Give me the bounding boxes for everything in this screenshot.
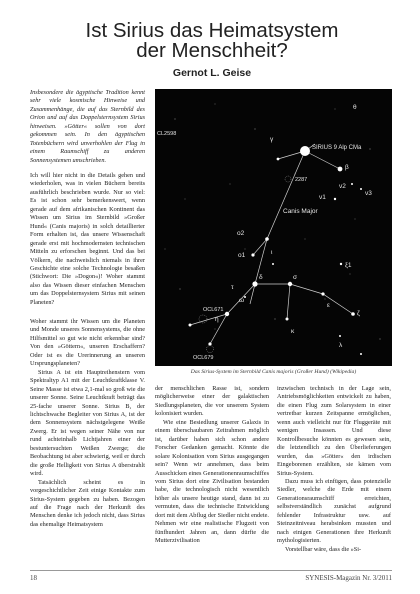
col3-para-2: Dazu muss ich einfügen, dass potenzielle Siedler, welche die Erde mit einem Generationsraumschiff erreichten, selbstverständlich zunächst aufgrund fehlender Infrastruktur usw. auf Steinzeitniveau herabsinken mussten und nach einigen Generationen ihre Herkunft mythologisierten.: [277, 477, 391, 545]
col2-para-2: Wie eine Besiedlung unserer Galaxis in einem überschaubaren Zeitrahmen möglich ist, darüber haben sich schon andere Forscher Gedanken gemacht. Könnte die solare Kolonisation vom Sirius ausgegangen sein? Wenn wir annehmen, dass beim Ausschicken eines Generationenraumschiffes vom Sirius dort eine Zivilisation bestanden habe, die technologisch nicht wesentlich höher als unsere heutige stand, dann ist zu vermuten, dass die technische Entwicklung dort mit dem Abflug der Siedler nicht endete. Nehmen wir eine realistische Flugzeit von fünfhundert Jahren an, dann dürfte die Mutterzivilisation: [155, 418, 269, 545]
column-2: [155, 385, 269, 546]
col1-para-4: Tatsächlich scheint es in vorgeschichtlicher Zeit einige Kontakte zum Sirius-System gegeben zu haben. Bezogen auf die Frage nach der Herkunft des Menschen denke ich jedoch nicht, dass Sirius das ehemalige Heimatsystem: [30, 478, 145, 528]
label-cl2598: CL2598: [157, 131, 177, 137]
column-3: [277, 385, 391, 554]
label-delta: δ: [259, 274, 263, 281]
label-o1: ο1: [238, 252, 246, 259]
star-chart-image: [155, 89, 392, 366]
label-epsilon: ε: [327, 302, 330, 309]
label-ocl679: OCL679: [193, 355, 214, 361]
label-o2: ο2: [237, 230, 245, 237]
col3-para-1: inzwischen technisch in der Lage sein, Antriebsmöglichkeiten entwickelt zu haben, die einen Flug zum Solarsystem in einer vertretbar kurzen Zeitspanne ermöglichen, wenn auch vielleicht nur für Fluggeräte mit wenigen Insassen. Und diese Kontrollbesuche könnten es gewesen sein, die letztendlich zu den Überlieferungen wurden, das »Götter« den irdischen Eingeborenen erzählten, sie kämen vom Sirius-System.: [277, 385, 391, 477]
label-omega: ω: [239, 297, 245, 304]
column-1-continued: [30, 318, 145, 529]
page-number: 18: [30, 574, 37, 582]
label-kappa: κ: [291, 328, 295, 335]
title-line-1: Ist Sirius das Heimatsystem: [85, 19, 339, 42]
label-sigma: σ: [293, 274, 298, 281]
label-canis-major: Canis Major: [283, 208, 318, 215]
star-chart-svg: [155, 89, 392, 366]
label-theta: θ: [353, 104, 357, 111]
label-lambda: λ: [339, 342, 343, 349]
lead-text: Insbesondere die ägyptische Tradition kennt sehr viele kosmische Hinweise und Zusammenhänge, die auf das Sternbild des Orion und auf das Doppelsternsystem Sirius hinweisen. »Götter« sollen von dort gekommen sein. In den ägyptischen Totenbüchern wird unverhohlen der Flug in einem Raumschiff zu anderen Sonnensystemen umschrieben.: [30, 89, 145, 164]
column-1: [30, 172, 145, 307]
col3-para-3: Vorstellbar wäre, dass die »Si-: [285, 545, 362, 553]
label-nu1: ν1: [319, 194, 326, 201]
label-gamma: γ: [270, 136, 274, 143]
label-iota: ι: [271, 249, 273, 256]
col1-para-2: Woher stammt ihr Wissen um die Planeten und Monde unseres Sonnensystems, die ohne Hilfsmittel so gut wie nicht erkennbar sind? Von den »Göttern«, unseren Erschaffern? Oder ist es die Urerinnerung an unseren Ursprungsplaneten?: [30, 318, 145, 368]
author-name: Gernot L. Geise: [172, 67, 252, 79]
lead-paragraph: [30, 89, 145, 165]
magazine-issue: SYNESIS-Magazin Nr. 3/2011: [305, 574, 392, 582]
label-2287: 2287: [295, 177, 308, 183]
label-xi1: ξ1: [345, 262, 352, 269]
label-tau: τ: [231, 284, 234, 291]
col1-para-1: Ich will hier nicht in die Details gehen und wiederholen, was in vielen Büchern bereits ausführlich beschrieben wurde. Nur so viel: Es ist schon sehr bemerkenswert, wenn gerade auf dem afrikanischen Kontinent das Wissen um Sirius im Sternbild »Großer Hund« (Canis majoris) in solch detaillierter Form erhalten ist, das unsere Wissenschaft gerade erst mit hochmodernsten technischen Mitteln zu erforschen beginnt. Und das bei Völkern, die nachweislich niemals in ihrer Geschichte eine solche Technologie besaßen (Stichwort: Die »Dogon«)! Woher stammt also das Wissen dieser einfachen Menschen um das Doppelsternsystem Sirius mit seinen Planeten?: [30, 172, 145, 306]
col1-para-3: Sirius A ist ein Hauptreihenstern vom Spektraltyp A1 mit der Leuchtkraftklasse V. Seine Masse ist etwa 2,1-mal so groß wie die unserer Sonne. Seine Leuchtkraft beträgt das 25-fache unserer Sonne. Sirius B, der lichtschwache Begleiter von Sirius A, ist der dem Sonnensystem nächstgelegene Weiße Zwerg. Er ist wegen seiner Nähe von nur rund achteinhalb Lichtjahren einer der bestuntersuchten Weißen Zwerge; die Beobachtung ist aber schwierig, weil er durch die große Helligkeit von Sirius A überstrahlt wird.: [30, 368, 145, 478]
label-ocl671: OCL671: [203, 307, 224, 313]
title-line-2: der Menschheit?: [136, 39, 288, 62]
sirius-star: [300, 146, 310, 156]
label-sirius: SIRIUS 9 Alp CMa: [312, 145, 362, 151]
figure-caption: Das Sirius-System im Sternbild Canis majoris (Großer Hund) (Wikipedia): [190, 369, 357, 375]
label-zeta: ζ: [357, 310, 360, 317]
label-nu2: ν2: [339, 183, 346, 190]
label-nu3: ν3: [365, 190, 372, 197]
label-beta: β: [345, 164, 349, 171]
footer-rule: [30, 570, 392, 571]
col2-para-1: der menschlichen Rasse ist, sondern möglicherweise einer der galaktischen Siedlungsplaneten, die vor unserem System kolonisiert wurden.: [155, 385, 269, 418]
label-eta: η: [215, 316, 219, 323]
article-title: [30, 21, 394, 61]
